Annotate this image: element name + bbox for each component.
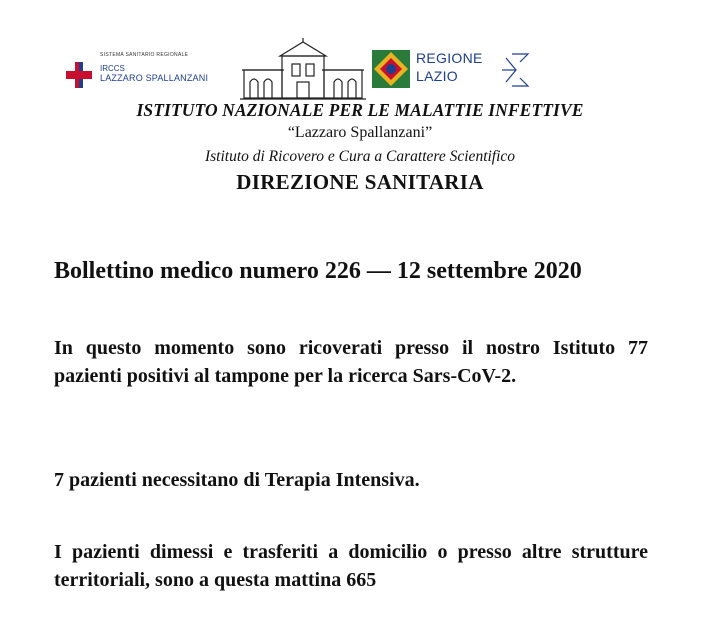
regione-lazio-logo xyxy=(370,46,540,92)
bulletin-paragraph-patients: In questo momento sono ricoverati presso il nostro Istituto 77 pazienti positivi al tampone per la ricerca Sars-CoV-2. xyxy=(54,337,648,387)
bulletin-paragraph-discharged: I pazienti dimessi e trasferiti a domicilio o presso altre strutture territoriali, sono a questa mattina 665 xyxy=(54,541,648,591)
irccs-logo xyxy=(60,50,230,90)
institute-subtitle: Istituto di Ricovero e Cura a Carattere Scientifico xyxy=(204,148,516,165)
regione-lazio-emblem-icon xyxy=(372,50,410,88)
red-cross-icon xyxy=(66,62,92,88)
irccs-name: LAZZARO SPALLANZANI xyxy=(100,73,209,83)
bulletin-title: Bollettino medico numero 226 — 12 settembre 2020 xyxy=(54,258,582,284)
regione-label: REGIONE xyxy=(416,50,483,66)
irccs-small-text: SISTEMA SANITARIO REGIONALE xyxy=(100,52,189,58)
lazio-label: LAZIO xyxy=(416,68,458,84)
header-logos xyxy=(60,38,540,100)
institute-name: “Lazzaro Spallanzani” xyxy=(287,124,433,141)
department-title: DIREZIONE SANITARIA xyxy=(236,170,484,194)
irccs-label: IRCCS xyxy=(100,64,125,73)
bulletin-paragraph-intensive-care: 7 pazienti necessitano di Terapia Intensiva. xyxy=(54,469,420,491)
building-facade-icon xyxy=(240,38,366,100)
institute-title: ISTITUTO NAZIONALE PER LE MALATTIE INFETTIVE xyxy=(136,100,584,120)
